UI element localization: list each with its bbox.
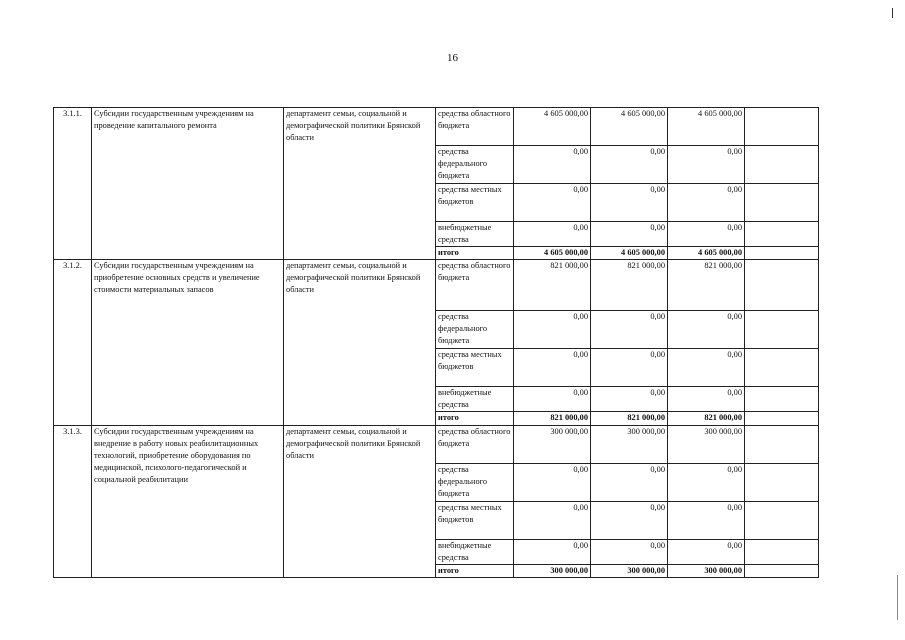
empty-cell [745,108,819,146]
amount-cell: 0,00 [668,387,745,412]
source-row [54,108,819,146]
amount-cell: 300 000,00 [514,564,591,577]
amount-cell: 4 605 000,00 [668,108,745,146]
funding-source-label: средства федерального бюджета [436,463,514,501]
empty-cell [745,387,819,412]
funding-source-label: средства областного бюджета [436,425,514,463]
empty-cell [745,412,819,425]
funding-source-label: итого [436,247,514,260]
amount-cell: 300 000,00 [668,564,745,577]
amount-cell: 0,00 [514,463,591,501]
amount-cell: 821 000,00 [514,412,591,425]
item-index: 3.1.3. [54,425,92,577]
amount-cell: 4 605 000,00 [514,247,591,260]
empty-cell [745,425,819,463]
item-executor: департамент семьи, социальной и демографической политики Брянской области [284,425,436,577]
amount-cell: 0,00 [591,463,668,501]
amount-cell: 0,00 [591,501,668,539]
scan-mark [892,8,893,18]
empty-cell [745,311,819,349]
amount-cell: 0,00 [668,222,745,247]
amount-cell: 0,00 [514,501,591,539]
funding-source-label: средства областного бюджета [436,108,514,146]
empty-cell [745,539,819,564]
amount-cell: 0,00 [591,539,668,564]
funding-source-label: внебюджетные средства [436,387,514,412]
empty-cell [745,146,819,184]
funding-source-label: внебюджетные средства [436,539,514,564]
empty-cell [745,564,819,577]
amount-cell: 0,00 [668,146,745,184]
empty-cell [745,349,819,387]
funding-source-label: итого [436,564,514,577]
amount-cell: 300 000,00 [514,425,591,463]
amount-cell: 300 000,00 [591,564,668,577]
amount-cell: 0,00 [668,311,745,349]
amount-cell: 300 000,00 [591,425,668,463]
amount-cell: 0,00 [514,222,591,247]
funding-source-label: внебюджетные средства [436,222,514,247]
page-number: 16 [447,52,458,64]
amount-cell: 4 605 000,00 [591,247,668,260]
amount-cell: 4 605 000,00 [668,247,745,260]
amount-cell: 0,00 [668,463,745,501]
empty-cell [745,184,819,222]
amount-cell: 0,00 [668,501,745,539]
amount-cell: 0,00 [591,311,668,349]
funding-source-label: средства местных бюджетов [436,184,514,222]
item-executor: департамент семьи, социальной и демографической политики Брянской области [284,260,436,425]
amount-cell: 821 000,00 [668,260,745,311]
empty-cell [745,260,819,311]
source-row [54,425,819,463]
amount-cell: 0,00 [514,387,591,412]
item-index: 3.1.1. [54,108,92,260]
amount-cell: 0,00 [668,539,745,564]
budget-table [53,107,819,578]
source-row [54,260,819,311]
funding-source-label: средства областного бюджета [436,260,514,311]
item-name: Субсидии государственным учреждениям на внедрение в работу новых реабилитационных технологий, приобретение оборудования по медицинской, психолого-педагогической и социальной реабилитации [92,425,284,577]
amount-cell: 821 000,00 [591,412,668,425]
amount-cell: 0,00 [591,184,668,222]
empty-cell [745,222,819,247]
amount-cell: 0,00 [514,146,591,184]
amount-cell: 0,00 [591,222,668,247]
amount-cell: 300 000,00 [668,425,745,463]
empty-cell [745,247,819,260]
item-executor: департамент семьи, социальной и демографической политики Брянской области [284,108,436,260]
item-name: Субсидии государственным учреждениям на проведение капитального ремонта [92,108,284,260]
scan-mark [897,575,898,620]
amount-cell: 4 605 000,00 [514,108,591,146]
item-index: 3.1.2. [54,260,92,425]
amount-cell: 4 605 000,00 [591,108,668,146]
amount-cell: 0,00 [514,311,591,349]
funding-source-label: средства федерального бюджета [436,311,514,349]
empty-cell [745,501,819,539]
funding-source-label: средства федерального бюджета [436,146,514,184]
amount-cell: 821 000,00 [514,260,591,311]
amount-cell: 821 000,00 [668,412,745,425]
amount-cell: 0,00 [514,349,591,387]
amount-cell: 0,00 [514,184,591,222]
amount-cell: 0,00 [668,349,745,387]
amount-cell: 0,00 [668,184,745,222]
amount-cell: 0,00 [591,349,668,387]
funding-source-label: итого [436,412,514,425]
empty-cell [745,463,819,501]
amount-cell: 0,00 [591,387,668,412]
amount-cell: 0,00 [591,146,668,184]
amount-cell: 0,00 [514,539,591,564]
funding-source-label: средства местных бюджетов [436,349,514,387]
funding-source-label: средства местных бюджетов [436,501,514,539]
item-name: Субсидии государственным учреждениям на приобретение основных средств и увеличение стоимости материальных запасов [92,260,284,425]
amount-cell: 821 000,00 [591,260,668,311]
